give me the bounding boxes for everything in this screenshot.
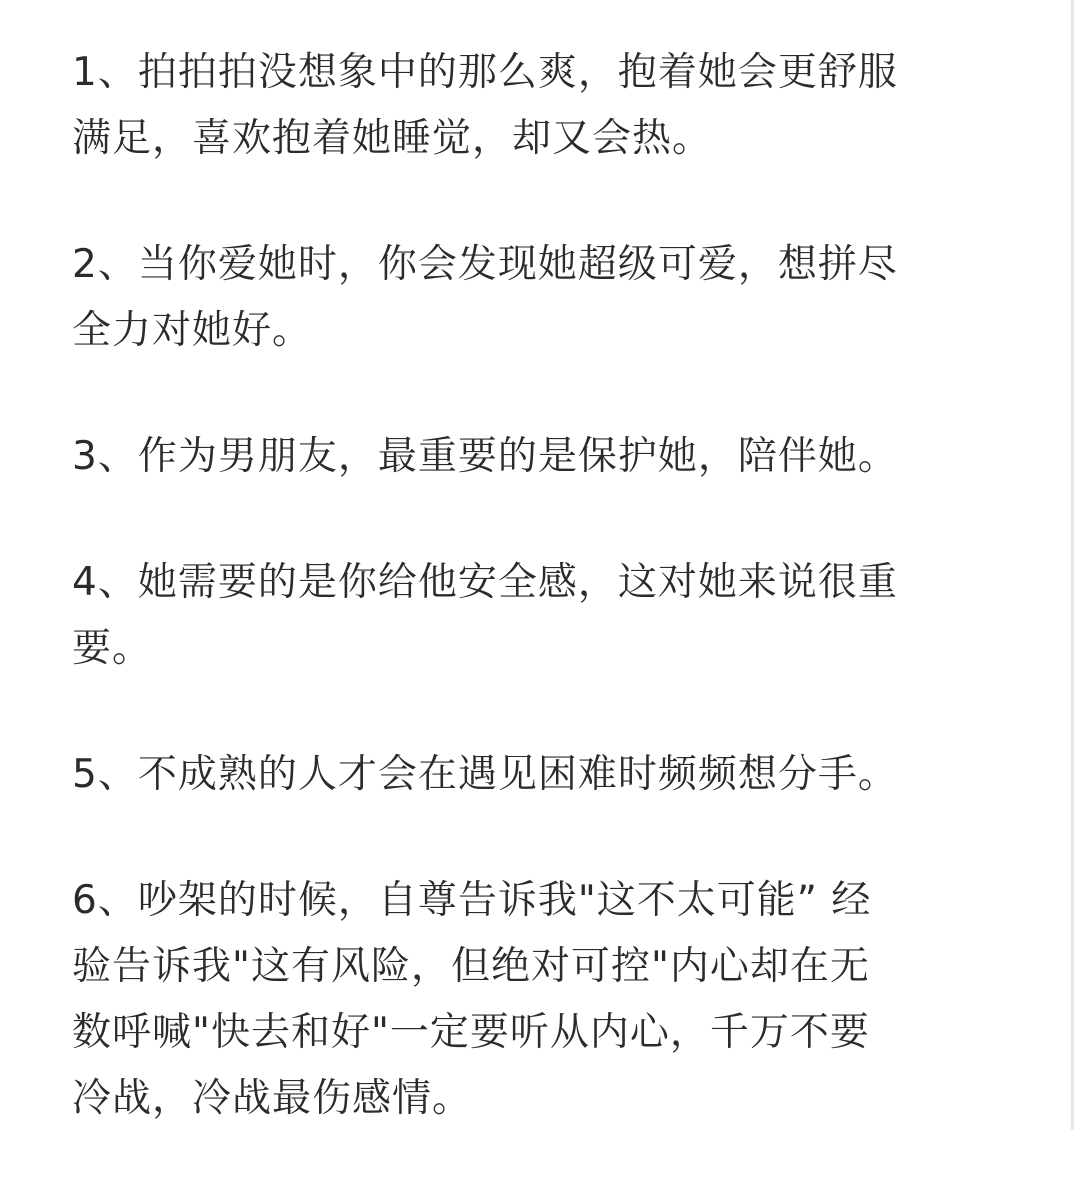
paragraph-1 <box>72 40 1012 172</box>
paragraph-line: 6、吵架的时候，自尊告诉我"这不太可能” 经 <box>72 878 872 923</box>
paragraph-line: 1、拍拍拍没想象中的那么爽，抱着她会更舒服 <box>72 50 898 95</box>
paragraph-line: 4、她需要的是你给他安全感，这对她来说很重 <box>72 560 898 605</box>
paragraph-line: 验告诉我"这有风险，但绝对可控"内心却在无 <box>72 944 870 989</box>
paragraph-line: 要。 <box>72 626 153 671</box>
paragraph-line: 冷战，冷战最伤感情。 <box>72 1076 473 1121</box>
scrollbar-track[interactable] <box>1071 0 1074 1130</box>
paragraph-line: 5、不成熟的人才会在遇见困难时频频想分手。 <box>72 752 898 797</box>
paragraph-4 <box>72 550 1012 682</box>
paragraph-2 <box>72 232 1012 364</box>
paragraph-line: 满足，喜欢抱着她睡觉，却又会热。 <box>72 116 713 161</box>
paragraph-line: 数呼喊"快去和好"一定要听从内心，千万不要 <box>72 1010 870 1055</box>
paragraph-3 <box>72 424 1012 490</box>
paragraph-line: 3、作为男朋友，最重要的是保护她，陪伴她。 <box>72 434 898 479</box>
paragraph-line: 全力对她好。 <box>72 308 313 353</box>
paragraph-6 <box>72 868 1012 1132</box>
article-body <box>72 40 1012 1192</box>
paragraph-5 <box>72 742 1012 808</box>
paragraph-line: 2、当你爱她时，你会发现她超级可爱，想拼尽 <box>72 242 898 287</box>
